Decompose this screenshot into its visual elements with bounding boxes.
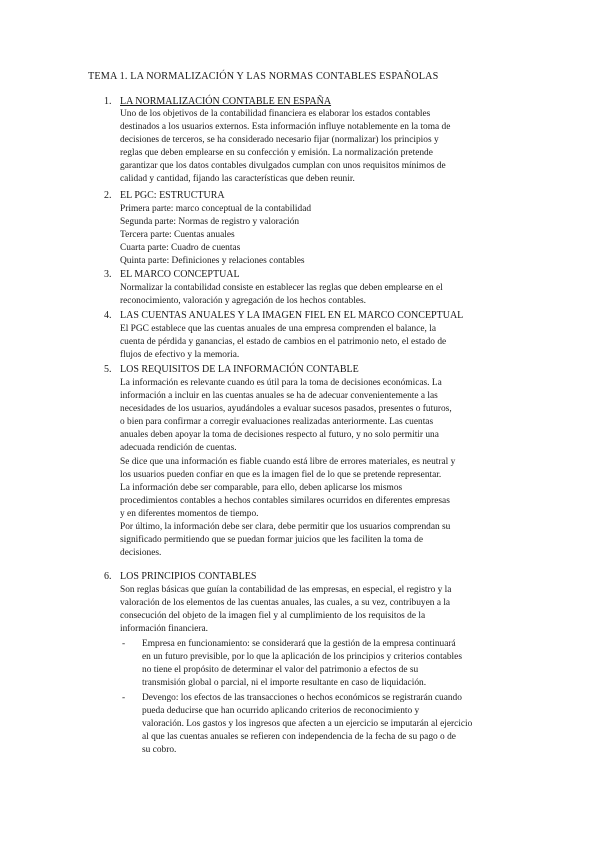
body-line: destinados a los usuarios externos. Esta información influye notablemente en la toma de (120, 122, 451, 133)
body-line: al que las cuentas anuales se refieren con independencia de la fecha de su pago o de (142, 732, 456, 743)
body-line: valoración. Los gastos y los ingresos que afecten a un ejercicio se imputarán al ejercicio (142, 719, 473, 730)
body-line: necesidades de los usuarios, ayudándoles a evaluar sucesos pasados, presentes o futuros, (120, 404, 452, 415)
section-heading: LOS REQUISITOS DE LA INFORMACIÓN CONTABLE (120, 364, 359, 375)
section-body (120, 584, 512, 636)
body-line: procedimientos contables a hechos contables similares ocurridos en diferentes empresas (120, 495, 450, 506)
body-line: Se dice que una información es fiable cuando está libre de errores materiales, es neutral y (120, 456, 456, 467)
section-heading: EL MARCO CONCEPTUAL (120, 269, 240, 280)
body-line: Normalizar la contabilidad consiste en establecer las reglas que deben emplearse en el (120, 283, 443, 293)
body-line: significado permitiendo que se puedan formar juicios que les faciliten la toma de (120, 535, 424, 546)
dash-bullet-icon: - (122, 693, 126, 703)
body-line: transmisión global o parcial, ni el importe resultante en caso de liquidación. (142, 678, 427, 689)
section-heading: LA NORMALIZACIÓN CONTABLE EN ESPAÑA (120, 96, 332, 107)
body-line: El PGC establece que las cuentas anuales de una empresa comprenden el balance, la (120, 324, 437, 334)
body-line: decisiones. (120, 548, 162, 559)
section-number: 4. (104, 310, 112, 321)
body-line: La información debe ser comparable, para ello, deben aplicarse los mismos (120, 482, 403, 493)
body-line: valoración de los elementos de las cuentas anuales, las cuales, a su vez, contribuyen a la (120, 598, 451, 609)
body-line: Uno de los objetivos de la contabilidad financiera es elaborar los estados contables (120, 109, 431, 119)
body-line: decisiones de terceros, se ha considerado necesario fijar (normalizar) los principios y (120, 135, 439, 146)
body-line: no tiene el propósito de determinar el valor del patrimonio a efectos de su (142, 665, 419, 676)
section-heading: EL PGC: ESTRUCTURA (120, 190, 225, 201)
section-number: 1. (104, 96, 112, 107)
body-line: garantizar que los datos contables divulgados cumplan con unos requisitos mínimos de (120, 161, 446, 172)
bullet-text (142, 638, 514, 690)
body-line: reconocimiento, valoración y agregación de los hechos contables. (120, 296, 367, 307)
body-line: Son reglas básicas que guían la contabilidad de las empresas, en especial, el registro y la (120, 585, 452, 595)
document-title: TEMA 1. LA NORMALIZACIÓN Y LAS NORMAS CONTABLES ESPAÑOLAS (88, 71, 439, 82)
dash-bullet-icon: - (122, 639, 126, 649)
body-line: Segunda parte: Normas de registro y valoración (120, 217, 300, 228)
body-line: Quinta parte: Definiciones y relaciones contables (120, 256, 305, 267)
body-line: Empresa en funcionamiento: se considerará que la gestión de la empresa continuará (142, 639, 456, 649)
body-line: información financiera. (120, 624, 208, 635)
body-line: su cobro. (142, 745, 177, 756)
body-line: Cuarta parte: Cuadro de cuentas (120, 243, 241, 254)
body-line: cuenta de pérdida y ganancias, el estado de cambios en el patrimonio neto, el estado de (120, 337, 447, 348)
section-body (120, 108, 512, 187)
body-line: Primera parte: marco conceptual de la contabilidad (120, 204, 312, 214)
body-line: reglas que deben emplearse en su confección y emisión. La normalización pretende (120, 148, 433, 159)
body-line: pueda deducirse que han ocurrido aplicando criterios de reconocimiento y (142, 706, 420, 717)
section-body (120, 203, 512, 268)
section-body (120, 282, 512, 308)
body-line: adecuada rendición de cuentas. (120, 443, 237, 454)
body-line: los usuarios pueden confiar en que es la imagen fiel de lo que se pretende representar. (120, 469, 442, 480)
section-body (120, 323, 512, 362)
body-line: Devengo: los efectos de las transacciones o hechos económicos se registrarán cuando (142, 693, 462, 703)
body-line: Tercera parte: Cuentas anuales (120, 230, 235, 241)
section-heading: LAS CUENTAS ANUALES Y LA IMAGEN FIEL EN EL MARCO CONCEPTUAL (120, 310, 464, 321)
body-line: información a incluir en las cuentas anuales se ha de adecuar convenientemente a las (120, 391, 438, 402)
section-heading: LOS PRINCIPIOS CONTABLES (120, 571, 257, 582)
bullet-text (142, 692, 514, 757)
body-line: en un futuro previsible, por lo que la aplicación de los principios y criterios contables (142, 652, 462, 663)
section-number: 2. (104, 190, 112, 201)
body-line: calidad y cantidad, fijando las características que deben reunir. (120, 174, 355, 185)
body-line: anuales deben apoyar la toma de decisiones respecto al futuro, y no solo permitir una (120, 430, 439, 441)
body-line: o bien para confirmar a corregir evaluaciones realizadas anteriormente. Las cuentas (120, 417, 434, 428)
body-line: y en diferentes momentos de tiempo. (120, 508, 259, 519)
body-line: Por último, la información debe ser clara, debe permitir que los usuarios comprendan su (120, 522, 451, 533)
section-number: 5. (104, 364, 112, 375)
section-number: 3. (104, 269, 112, 280)
section-body (120, 377, 512, 560)
section-number: 6. (104, 571, 112, 582)
body-line: flujos de efectivo y la memoria. (120, 350, 240, 361)
body-line: consecución del objeto de la imagen fiel y al cumplimiento de los requisitos de la (120, 611, 426, 622)
body-line: La información es relevante cuando es útil para la toma de decisiones económicas. La (120, 378, 442, 388)
